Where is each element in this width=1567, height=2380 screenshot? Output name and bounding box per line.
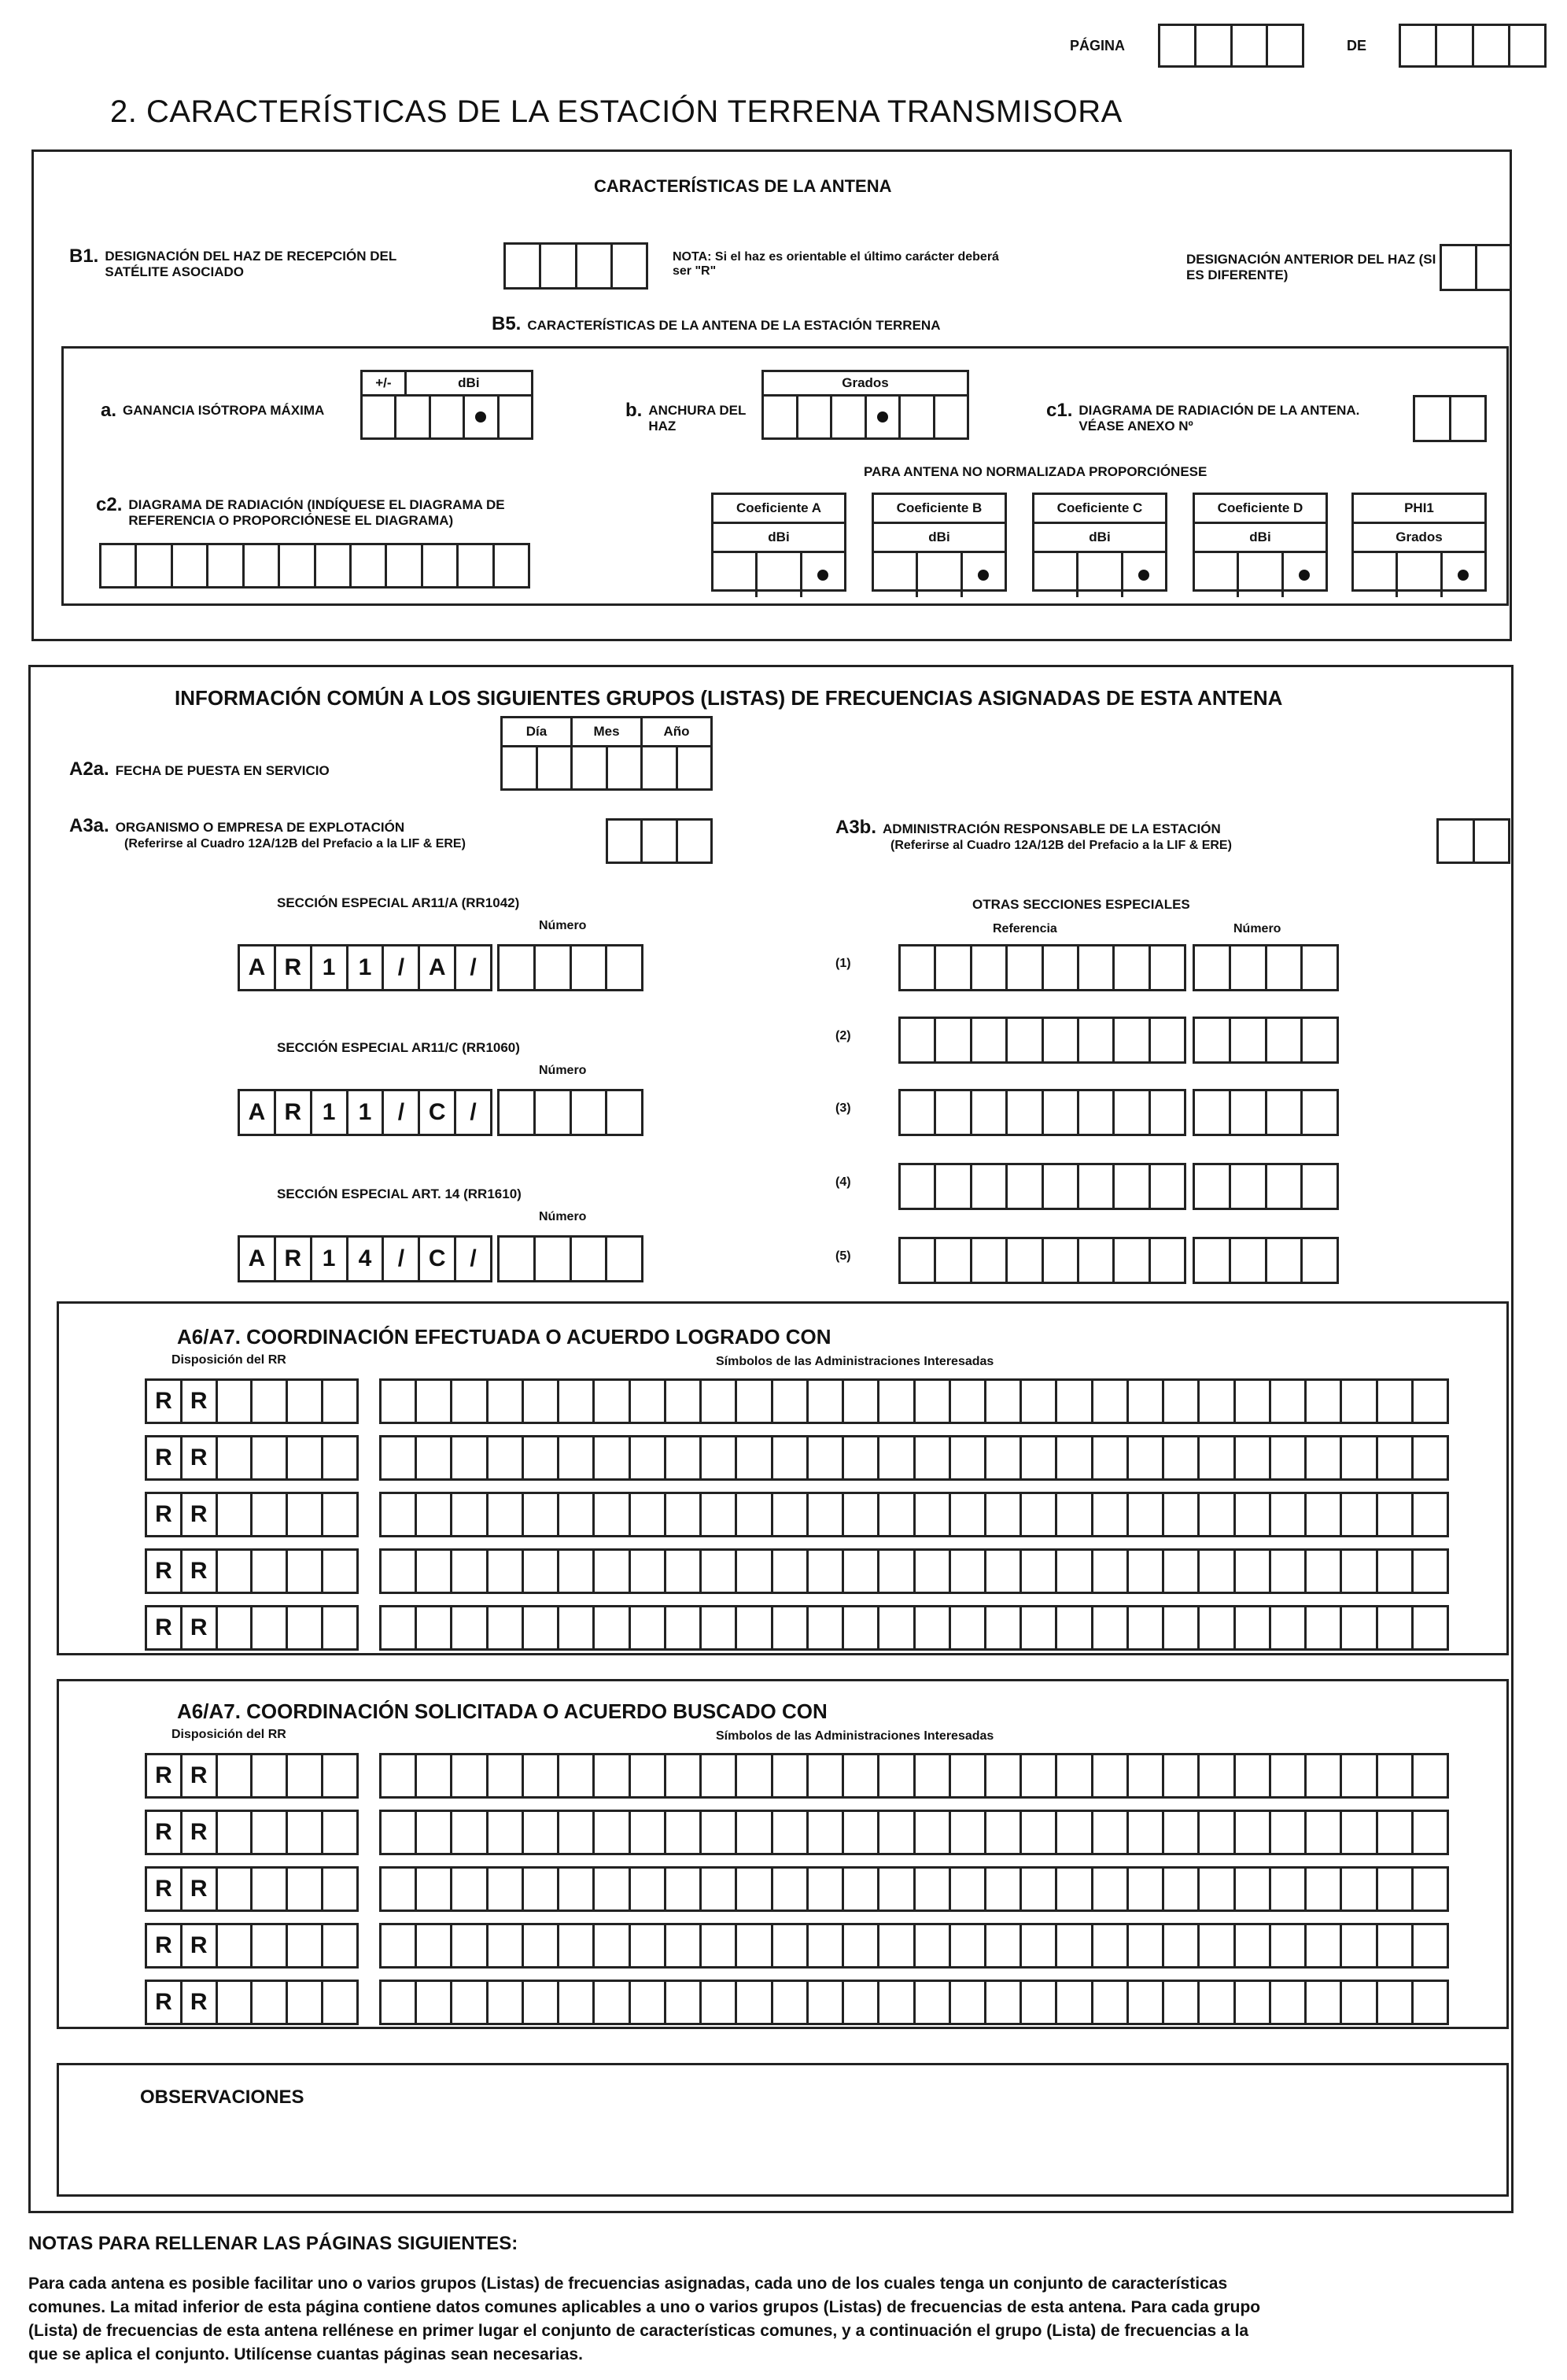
- non-normalized-label: PARA ANTENA NO NORMALIZADA PROPORCIÓNESE: [864, 464, 1208, 479]
- rr-provision-input[interactable]: R R: [145, 1810, 359, 1855]
- coefficient-c-box[interactable]: Coeficiente C dBi: [1032, 493, 1167, 592]
- beam-width-label: b. ANCHURA DEL HAZ: [625, 400, 747, 434]
- b1-label: B1. DESIGNACIÓN DEL HAZ DE RECEPCIÓN DEL SATÉLITE ASOCIADO: [69, 245, 396, 279]
- coord-sought-disp-label: Disposición del RR: [171, 1728, 286, 1741]
- numero-label-other: Número: [1233, 922, 1281, 935]
- section-art14-number[interactable]: [497, 1235, 643, 1282]
- rr-provision-input[interactable]: R R: [145, 1435, 359, 1481]
- prev-designation-label: DESIGNACIÓN ANTERIOR DEL HAZ (SI ES DIFERENTE): [1186, 252, 1436, 282]
- section-art14-label: SECCIÓN ESPECIAL ART. 14 (RR1610): [277, 1186, 522, 1201]
- coefficient-b-box[interactable]: Coeficiente B dBi: [872, 493, 1007, 592]
- section-ar11a-code: A R 1 1 / A /: [238, 944, 492, 991]
- service-date-input[interactable]: [500, 745, 713, 791]
- section-ar11a-number[interactable]: [497, 944, 643, 991]
- section-art14-code: A R 1 4 / C /: [238, 1235, 492, 1282]
- other-row-label-2: (2): [835, 1029, 851, 1042]
- coord-done-disp-label: Disposición del RR: [171, 1353, 286, 1367]
- prev-designation-input[interactable]: [1440, 244, 1512, 291]
- notes-line-3: (Lista) de frecuencias de esta antena rellénese en primer lugar el conjunto de características comunes, y a continuación el grupo (Lista) de frecuencias a la: [28, 2322, 1249, 2340]
- section-ar11c-number[interactable]: [497, 1089, 643, 1136]
- a3a-label: A3a. ORGANISMO O EMPRESA DE EXPLOTACIÓN: [69, 815, 405, 836]
- administration-symbols-input[interactable]: [379, 1492, 1449, 1537]
- b1-input[interactable]: [503, 242, 648, 290]
- rr-provision-input[interactable]: R R: [145, 1980, 359, 2025]
- other-ref-input-2[interactable]: [898, 1017, 1186, 1064]
- numero-label-2: Número: [539, 1064, 587, 1077]
- rr-provision-input[interactable]: R R: [145, 1492, 359, 1537]
- other-row-label-3: (3): [835, 1101, 851, 1115]
- rr-provision-input[interactable]: R R: [145, 1605, 359, 1651]
- date-header: Día Mes Año: [500, 716, 713, 747]
- c2-label: c2. DIAGRAMA DE RADIACIÓN (INDÍQUESE EL DIAGRAMA DE REFERENCIA O PROPORCIÓNESE EL DIAGRAMA): [96, 494, 505, 528]
- other-num-input-4[interactable]: [1193, 1163, 1339, 1210]
- administration-symbols-input[interactable]: [379, 1378, 1449, 1424]
- coord-sought-heading: A6/A7. COORDINACIÓN SOLICITADA O ACUERDO BUSCADO CON: [177, 1699, 828, 1723]
- beam-width-header: Grados: [761, 370, 969, 397]
- a3b-label: A3b. ADMINISTRACIÓN RESPONSABLE DE LA ESTACIÓN: [835, 817, 1221, 838]
- section-ar11a-label: SECCIÓN ESPECIAL AR11/A (RR1042): [277, 895, 520, 910]
- de-input[interactable]: [1399, 24, 1547, 68]
- section-ar11c-code: A R 1 1 / C /: [238, 1089, 492, 1136]
- notes-line-1: Para cada antena es posible facilitar uno o varios grupos (Listas) de frecuencias asignadas, cada uno de los cuales tenga un conjunto de características: [28, 2275, 1228, 2293]
- section-ar11c-label: SECCIÓN ESPECIAL AR11/C (RR1060): [277, 1040, 520, 1055]
- coefficient-d-box[interactable]: Coeficiente D dBi: [1193, 493, 1328, 592]
- other-row-label-5: (5): [835, 1249, 851, 1263]
- gain-header: +/- dBi: [360, 370, 533, 397]
- other-row-label-1: (1): [835, 957, 851, 970]
- administration-symbols-input[interactable]: [379, 1753, 1449, 1799]
- other-ref-input-5[interactable]: [898, 1237, 1186, 1284]
- administration-symbols-input[interactable]: [379, 1980, 1449, 2025]
- gain-label: a. GANANCIA ISÓTROPA MÁXIMA: [101, 400, 325, 421]
- notes-heading: NOTAS PARA RELLENAR LAS PÁGINAS SIGUIENTES:: [28, 2233, 518, 2254]
- numero-label-1: Número: [539, 919, 587, 932]
- rr-provision-input[interactable]: R R: [145, 1866, 359, 1912]
- referencia-label: Referencia: [993, 922, 1057, 935]
- administration-symbols-input[interactable]: [379, 1923, 1449, 1969]
- administration-symbols-input[interactable]: [379, 1866, 1449, 1912]
- de-label: DE: [1347, 38, 1367, 54]
- administration-symbols-input[interactable]: [379, 1605, 1449, 1651]
- beam-width-input[interactable]: [761, 394, 969, 440]
- gain-input[interactable]: [360, 394, 533, 440]
- rr-provision-input[interactable]: R R: [145, 1923, 359, 1969]
- page-title: 2. CARACTERÍSTICAS DE LA ESTACIÓN TERRENA TRANSMISORA: [110, 94, 1123, 129]
- coord-sought-symbols-label: Símbolos de las Administraciones Interesadas: [716, 1729, 994, 1743]
- other-num-input-2[interactable]: [1193, 1017, 1339, 1064]
- rr-provision-input[interactable]: R R: [145, 1548, 359, 1594]
- other-num-input-5[interactable]: [1193, 1237, 1339, 1284]
- notes-line-4: que se aplica el conjunto. Utilícense cuantas páginas sean necesarias.: [28, 2345, 583, 2363]
- coord-done-symbols-label: Símbolos de las Administraciones Interesadas: [716, 1355, 994, 1368]
- other-num-input-3[interactable]: [1193, 1089, 1339, 1136]
- administration-symbols-input[interactable]: [379, 1548, 1449, 1594]
- b5-label: B5. CARACTERÍSTICAS DE LA ANTENA DE LA ESTACIÓN TERRENA: [492, 313, 941, 334]
- pagina-label: PÁGINA: [1070, 38, 1126, 54]
- c1-label: c1. DIAGRAMA DE RADIACIÓN DE LA ANTENA. VÉASE ANEXO Nº: [1046, 400, 1360, 434]
- other-ref-input-3[interactable]: [898, 1089, 1186, 1136]
- other-ref-input-4[interactable]: [898, 1163, 1186, 1210]
- phi1-box[interactable]: PHI1 Grados: [1351, 493, 1487, 592]
- administration-symbols-input[interactable]: [379, 1810, 1449, 1855]
- c2-input[interactable]: [99, 543, 530, 589]
- numero-label-3: Número: [539, 1210, 587, 1223]
- other-row-label-4: (4): [835, 1175, 851, 1189]
- a3b-sub: (Referirse al Cuadro 12A/12B del Prefacio a la LIF & ERE): [890, 839, 1232, 852]
- notes-text: [28, 2272, 1539, 2367]
- other-ref-input-1[interactable]: [898, 944, 1186, 991]
- b1-note: NOTA: Si el haz es orientable el último carácter deberá ser "R": [673, 250, 999, 278]
- observations-label: OBSERVACIONES: [140, 2087, 304, 2108]
- other-sections-heading: OTRAS SECCIONES ESPECIALES: [972, 897, 1190, 912]
- a3b-input[interactable]: [1436, 818, 1510, 864]
- other-num-input-1[interactable]: [1193, 944, 1339, 991]
- rr-provision-input[interactable]: R R: [145, 1753, 359, 1799]
- antenna-heading: CARACTERÍSTICAS DE LA ANTENA: [594, 176, 892, 196]
- coord-done-heading: A6/A7. COORDINACIÓN EFECTUADA O ACUERDO LOGRADO CON: [177, 1325, 831, 1349]
- c1-input[interactable]: [1413, 395, 1487, 442]
- common-heading: INFORMACIÓN COMÚN A LOS SIGUIENTES GRUPOS (LISTAS) DE FRECUENCIAS ASIGNADAS DE ESTA ANTENA: [175, 686, 1283, 710]
- administration-symbols-input[interactable]: [379, 1435, 1449, 1481]
- coefficient-a-box[interactable]: Coeficiente A dBi: [711, 493, 846, 592]
- a3a-sub: (Referirse al Cuadro 12A/12B del Prefacio a la LIF & ERE): [124, 837, 466, 851]
- a3a-input[interactable]: [606, 818, 713, 864]
- a2a-label: A2a. FECHA DE PUESTA EN SERVICIO: [69, 758, 330, 780]
- notes-line-2: comunes. La mitad inferior de esta página contiene datos comunes aplicables a uno o varios grupos (Listas) de frecuencias de esta antena. Para cada grupo: [28, 2298, 1261, 2316]
- pagina-input[interactable]: [1158, 24, 1304, 68]
- observations-box[interactable]: [57, 2063, 1509, 2197]
- rr-provision-input[interactable]: R R: [145, 1378, 359, 1424]
